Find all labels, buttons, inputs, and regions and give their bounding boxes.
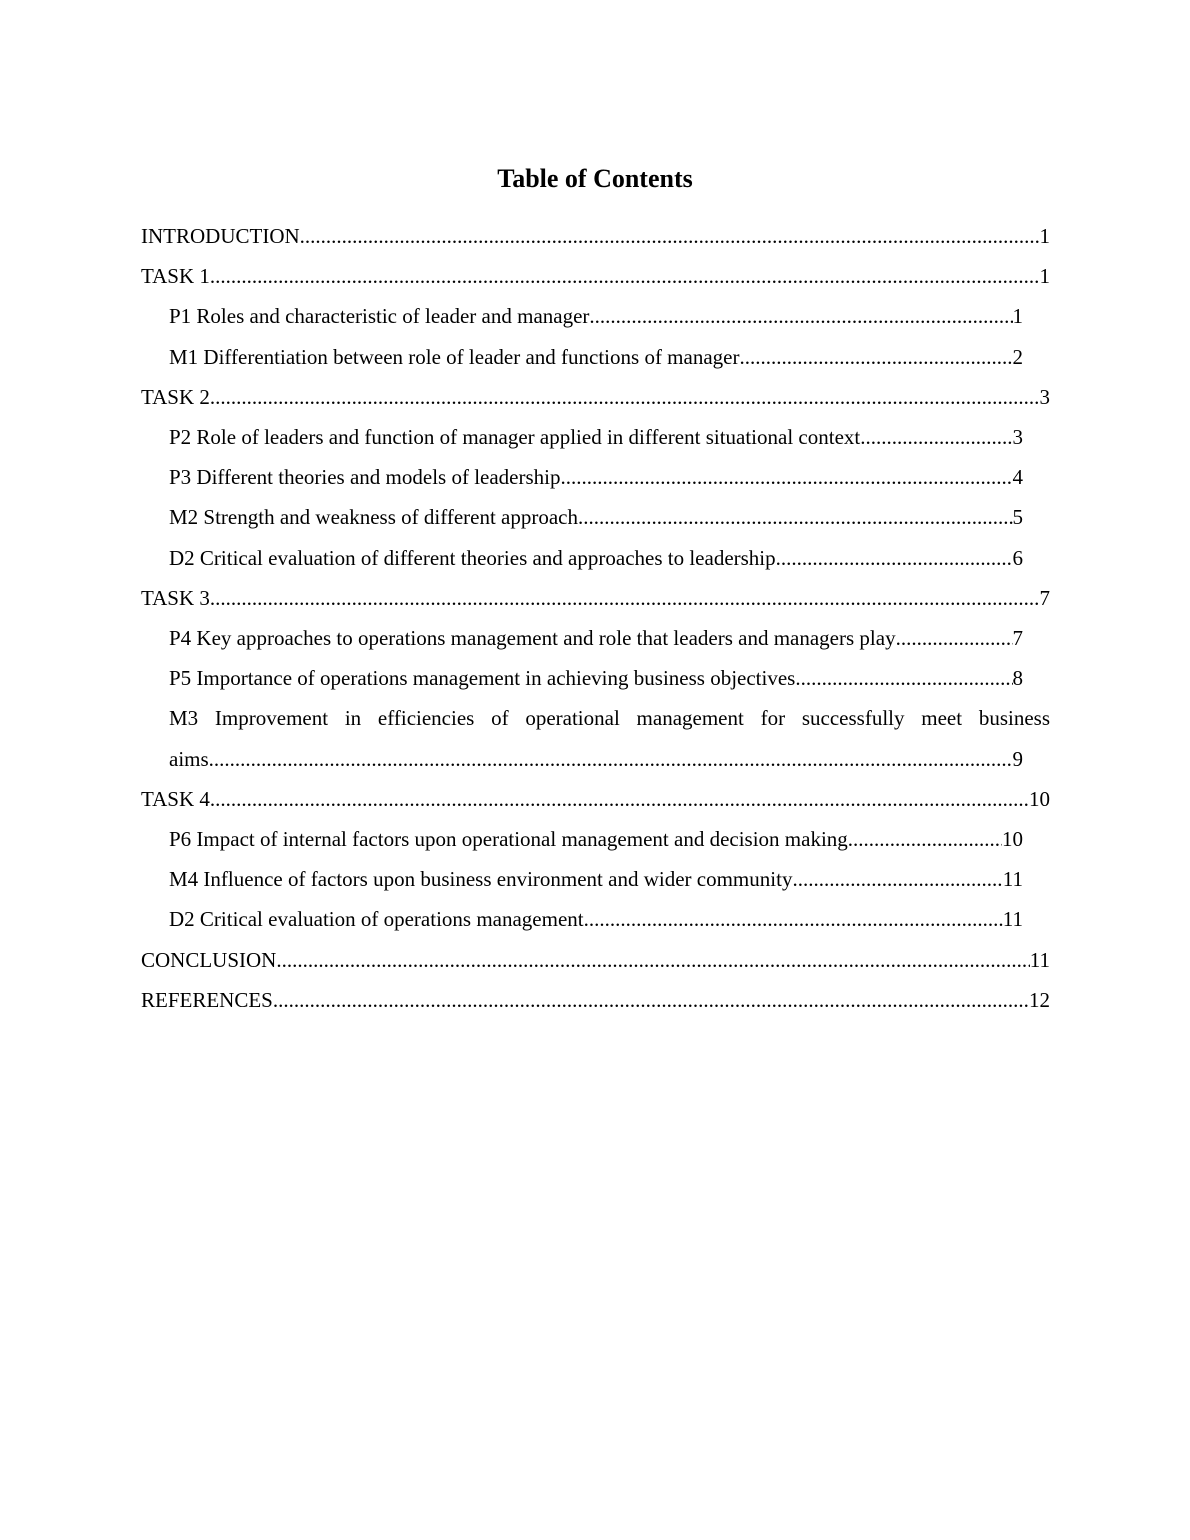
dot-leader — [210, 377, 1040, 417]
toc-entry-label: INTRODUCTION — [141, 224, 300, 248]
toc-entry-label: P6 Impact of internal factors upon operational management and decision making — [169, 827, 848, 852]
toc-entry-task-3[interactable] — [141, 578, 1050, 618]
dot-leader — [276, 940, 1029, 980]
toc-entry-task-2[interactable] — [141, 377, 1050, 417]
dot-leader — [578, 497, 1013, 537]
toc-entry-page: 1 — [1039, 264, 1050, 289]
toc-entry-page: 1 — [1012, 304, 1023, 329]
dot-leader — [589, 296, 1012, 336]
toc-entry-label: REFERENCES — [141, 987, 273, 1012]
toc-entry-label-line1: M3 Improvement in efficiencies of operational management for successfully meet business — [169, 706, 1050, 731]
toc-entry-m4[interactable] — [169, 859, 1023, 899]
toc-entry-m3[interactable] — [169, 698, 1050, 778]
toc-entry-m2[interactable] — [169, 497, 1023, 537]
dot-leader — [795, 658, 1012, 698]
toc-entry-label: P3 Different theories and models of leadership — [169, 465, 561, 490]
toc-entry-page: 11 — [1002, 907, 1023, 932]
toc-entry-page: 7 — [1039, 585, 1050, 610]
toc-entry-page: 9 — [1012, 746, 1023, 771]
dot-leader — [300, 216, 1040, 256]
toc-entry-page: 3 — [1039, 384, 1050, 409]
toc-entry-page: 2 — [1012, 344, 1023, 369]
toc-entry-label: CONCLUSION — [141, 947, 277, 972]
toc-entry-page: 8 — [1012, 666, 1023, 691]
toc-entry-references[interactable] — [141, 980, 1050, 1020]
toc-list — [141, 216, 1050, 1020]
toc-entry-p6[interactable] — [169, 819, 1023, 859]
toc-entry-page: 1 — [1039, 224, 1050, 248]
toc-entry-task-1[interactable] — [141, 256, 1050, 296]
toc-entry-p5[interactable] — [169, 658, 1023, 698]
toc-entry-page: 11 — [1002, 867, 1023, 892]
toc-entry-label: TASK 1 — [141, 264, 210, 289]
toc-entry-label-line2: aims — [169, 746, 209, 771]
toc-entry-label: P2 Role of leaders and function of manager applied in different situational context — [169, 425, 861, 450]
toc-entry-label: P5 Importance of operations management in achieving business objectives — [169, 666, 796, 691]
toc-entry-p3[interactable] — [169, 457, 1023, 497]
dot-leader — [860, 417, 1012, 457]
toc-entry-page: 11 — [1029, 947, 1050, 972]
toc-entry-label: TASK 3 — [141, 585, 210, 610]
toc-entry-label: D2 Critical evaluation of operations management — [169, 907, 584, 932]
toc-entry-task-4[interactable] — [141, 779, 1050, 819]
toc-entry-page: 10 — [1002, 827, 1023, 852]
toc-entry-label: D2 Critical evaluation of different theories and approaches to leadership — [169, 545, 776, 570]
dot-leader — [584, 899, 1003, 939]
dot-leader — [210, 779, 1029, 819]
toc-entry-d2-leadership[interactable] — [169, 538, 1023, 578]
toc-entry-label: TASK 2 — [141, 384, 210, 409]
toc-entry-label: P4 Key approaches to operations management and role that leaders and managers play — [169, 626, 896, 651]
toc-entry-p2[interactable] — [169, 417, 1023, 457]
dot-leader — [776, 538, 1013, 578]
toc-entry-p4[interactable] — [169, 618, 1023, 658]
toc-entry-d2-operations[interactable] — [169, 899, 1023, 939]
toc-entry-page: 3 — [1012, 425, 1023, 450]
toc-entry-page: 12 — [1029, 987, 1050, 1012]
toc-entry-label: P1 Roles and characteristic of leader and manager — [169, 304, 590, 329]
dot-leader — [210, 256, 1040, 296]
toc-entry-page: 6 — [1012, 545, 1023, 570]
toc-entry-line2 — [169, 739, 1023, 779]
dot-leader — [848, 819, 1002, 859]
dot-leader — [209, 739, 1013, 779]
toc-entry-label: TASK 4 — [141, 786, 210, 811]
toc-entry-page: 7 — [1012, 626, 1023, 651]
dot-leader — [561, 457, 1013, 497]
toc-entry-p1[interactable] — [169, 296, 1023, 336]
dot-leader — [896, 618, 1013, 658]
toc-entry-label: M1 Differentiation between role of leader and functions of manager — [169, 344, 740, 369]
toc-entry-label: M2 Strength and weakness of different approach — [169, 505, 578, 530]
toc-entry-conclusion[interactable] — [141, 940, 1050, 980]
page-title: Table of Contents — [497, 164, 693, 193]
dot-leader — [210, 578, 1040, 618]
dot-leader — [273, 980, 1029, 1020]
dot-leader — [739, 337, 1012, 377]
toc-entry-page: 5 — [1012, 505, 1023, 530]
toc-entry-label: M4 Influence of factors upon business environment and wider community — [169, 867, 793, 892]
toc-entry-page: 4 — [1012, 465, 1023, 490]
dot-leader — [792, 859, 1002, 899]
toc-entry-introduction[interactable] — [141, 216, 1050, 256]
toc-entry-page: 10 — [1029, 786, 1050, 811]
toc-entry-m1[interactable] — [169, 337, 1023, 377]
